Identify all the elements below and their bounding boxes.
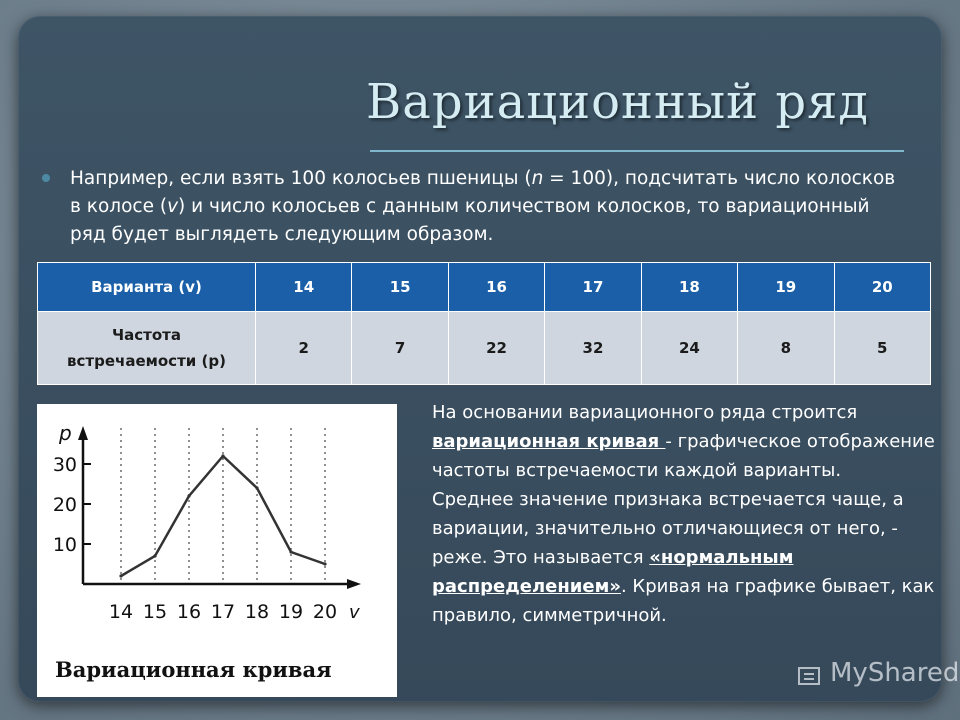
x-tick-label: 17 [210, 601, 236, 623]
variation-curve-chart [37, 404, 397, 697]
frequency-cell: 24 [641, 312, 737, 385]
frequency-cell: 32 [545, 312, 641, 385]
variant-cell: 14 [256, 263, 352, 312]
variant-cell: 17 [545, 263, 641, 312]
frequency-label-line1: Частота [112, 326, 181, 344]
variation-table [37, 262, 931, 385]
variant-cell: 18 [641, 263, 737, 312]
y-tick-label: 20 [52, 494, 77, 516]
frequency-cell: 2 [256, 312, 352, 385]
x-tick-label: 16 [176, 601, 202, 623]
explanation-p2-part1: Среднее значение признака встречается чаще, а вариации, значительно отличающиеся от него, - реже. Это называется [432, 489, 904, 568]
watermark-icon [796, 662, 826, 692]
variant-cell: 20 [834, 263, 930, 312]
intro-v-var: v [167, 196, 179, 217]
explanation-p2-part2: . Кривая на графике бывает, как правило, симметричной. [432, 576, 935, 626]
data-point [323, 562, 326, 565]
frequency-cell: 22 [448, 312, 544, 385]
intro-part2: = 100), подсчитать число колосков в колосе ( [70, 168, 896, 217]
variant-label: Варианта (v) [38, 263, 256, 312]
slide-title: Вариационный ряд [366, 74, 869, 130]
x-tick-label: 20 [312, 601, 338, 623]
explanation-paragraph-1 [432, 398, 940, 485]
y-axis-label: p [59, 421, 72, 445]
explanation-p1-line1: На основании вариационного ряда строится [432, 402, 858, 423]
frequency-label-line2: встречаемости (p) [67, 352, 226, 370]
y-tick-label: 10 [52, 534, 77, 556]
frequency-cell: 8 [738, 312, 834, 385]
intro-n-var: n [531, 168, 544, 189]
x-axis-arrow [347, 579, 361, 589]
watermark-text: MyShared [830, 658, 960, 688]
data-point [221, 454, 224, 457]
term-normal-distribution: «нормальным распределением» [432, 547, 794, 597]
chart-caption: Вариационная кривая [55, 657, 332, 682]
explanation-paragraph-2 [432, 485, 940, 630]
intro-part1: Например, если взять 100 колосьев пшеницы ( [70, 168, 532, 189]
x-tick-label: 15 [142, 601, 168, 623]
data-point [119, 574, 122, 577]
data-point [187, 494, 190, 497]
data-point [255, 486, 258, 489]
frequency-label [38, 312, 256, 385]
y-tick-label: 30 [52, 454, 77, 476]
variant-row [38, 263, 931, 312]
variant-cell: 16 [448, 263, 544, 312]
x-tick-label: 18 [244, 601, 270, 623]
term-variation-curve: вариационная кривая [432, 431, 666, 452]
y-axis-arrow [78, 426, 88, 440]
intro-paragraph [70, 165, 910, 249]
title-underline [370, 150, 904, 152]
variation-curve-line [121, 456, 325, 576]
frequency-cell: 5 [834, 312, 930, 385]
explanation-text [432, 398, 940, 630]
data-point [153, 554, 156, 557]
x-axis-label: v [349, 602, 360, 623]
frequency-cell: 7 [352, 312, 448, 385]
variation-curve-figure [37, 404, 397, 697]
variant-cell: 15 [352, 263, 448, 312]
frequency-row [38, 312, 931, 385]
explanation-p1-rest: - графическое отображение частоты встречаемости каждой варианты. [432, 431, 935, 481]
intro-part3: ) и число колосьев с данным количеством колосков, то вариационный ряд будет выглядеть следующим образом. [70, 196, 870, 245]
variant-cell: 19 [738, 263, 834, 312]
x-tick-label: 19 [278, 601, 304, 623]
bullet-icon [42, 174, 50, 182]
x-tick-label: 14 [108, 601, 134, 623]
data-point [289, 550, 292, 553]
